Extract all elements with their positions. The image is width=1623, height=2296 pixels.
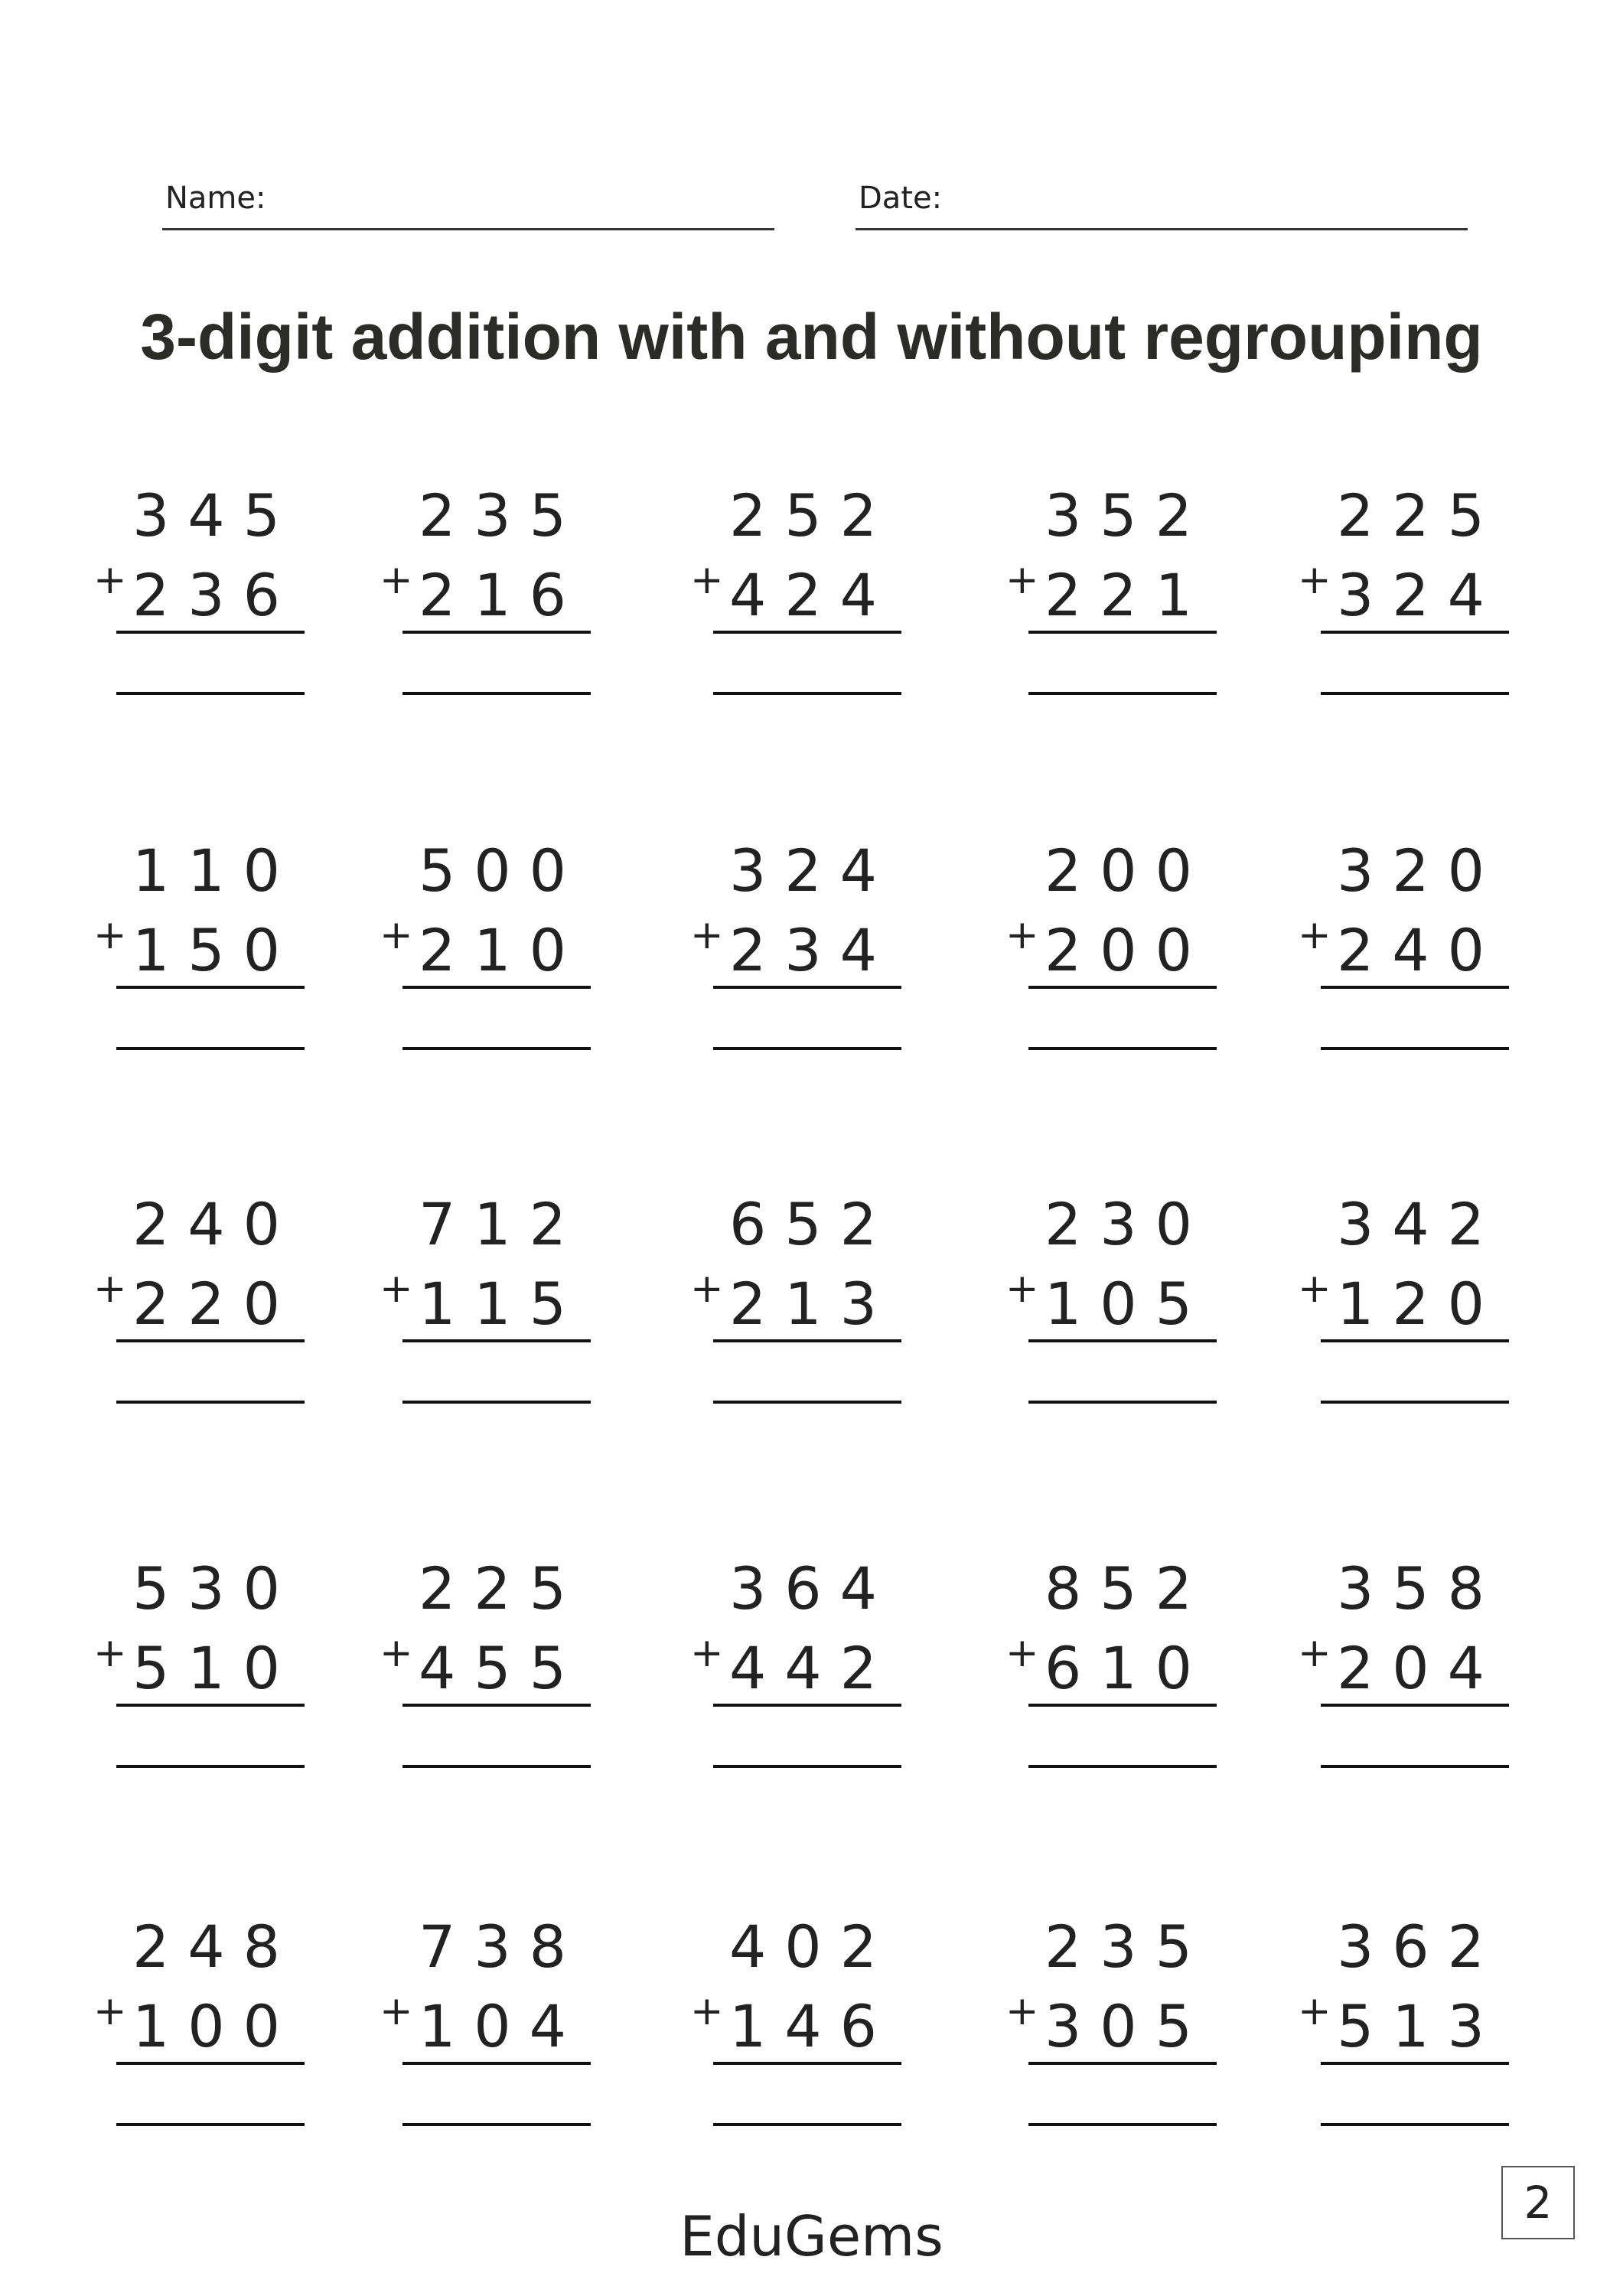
addend-top: 235 <box>418 481 585 550</box>
sum-divider-line <box>116 986 305 989</box>
addend-bottom: 200 <box>1044 916 1211 984</box>
plus-sign: + <box>690 557 724 603</box>
sum-divider-line <box>1321 1704 1509 1707</box>
answer-line[interactable] <box>402 1765 591 1768</box>
addend-bottom: 236 <box>132 561 298 629</box>
plus-sign: + <box>1298 1266 1331 1312</box>
addition-problem <box>1005 837 1217 1064</box>
answer-line[interactable] <box>116 1401 305 1404</box>
sum-divider-line <box>1321 986 1509 989</box>
plus-sign: + <box>690 1266 724 1312</box>
answer-line[interactable] <box>1028 1047 1217 1050</box>
sum-divider-line <box>1321 631 1509 634</box>
sum-divider-line <box>402 2062 591 2065</box>
addend-top: 530 <box>132 1554 298 1623</box>
plus-sign: + <box>93 1988 127 2034</box>
sum-divider-line <box>1028 1704 1217 1707</box>
addend-top: 342 <box>1336 1190 1503 1258</box>
worksheet-title: 3-digit addition with and without regrouping <box>140 301 1483 373</box>
sum-divider-line <box>402 986 591 989</box>
addend-top: 364 <box>728 1554 895 1623</box>
plus-sign: + <box>1005 912 1039 958</box>
addend-bottom: 221 <box>1044 561 1211 629</box>
addend-top: 500 <box>418 837 585 905</box>
addition-problem <box>1298 481 1509 709</box>
addend-top: 235 <box>1044 1913 1211 1981</box>
addition-problem <box>1005 1913 1217 2140</box>
answer-line[interactable] <box>1028 1401 1217 1404</box>
answer-line[interactable] <box>116 692 305 695</box>
answer-line[interactable] <box>1321 692 1509 695</box>
answer-line[interactable] <box>713 1047 901 1050</box>
answer-line[interactable] <box>1028 1765 1217 1768</box>
name-label: Name: <box>165 181 266 216</box>
addition-problem <box>690 1190 901 1417</box>
addend-bottom: 104 <box>418 1992 585 2060</box>
plus-sign: + <box>380 1988 413 2034</box>
answer-line[interactable] <box>1028 692 1217 695</box>
addend-bottom: 305 <box>1044 1992 1211 2060</box>
addition-problem <box>93 1554 305 1782</box>
answer-line[interactable] <box>402 1047 591 1050</box>
addend-top: 200 <box>1044 837 1211 905</box>
answer-line[interactable] <box>713 1765 901 1768</box>
addition-problem <box>690 1554 901 1782</box>
addend-top: 252 <box>728 481 895 550</box>
plus-sign: + <box>690 1630 724 1676</box>
answer-line[interactable] <box>1028 2123 1217 2126</box>
addend-bottom: 424 <box>728 561 895 629</box>
addend-top: 402 <box>728 1913 895 1981</box>
addend-top: 110 <box>132 837 298 905</box>
plus-sign: + <box>380 1266 413 1312</box>
sum-divider-line <box>402 1339 591 1342</box>
addition-problem <box>380 1190 591 1417</box>
sum-divider-line <box>116 1704 305 1707</box>
sum-divider-line <box>116 631 305 634</box>
date-label: Date: <box>859 181 943 216</box>
sum-divider-line <box>402 631 591 634</box>
addend-bottom: 442 <box>728 1634 895 1702</box>
plus-sign: + <box>380 1630 413 1676</box>
addition-problem <box>690 837 901 1064</box>
addend-top: 225 <box>1336 481 1503 550</box>
plus-sign: + <box>1005 1630 1039 1676</box>
plus-sign: + <box>1298 1988 1331 2034</box>
plus-sign: + <box>1005 557 1039 603</box>
addition-problem <box>93 481 305 709</box>
plus-sign: + <box>380 912 413 958</box>
addend-bottom: 105 <box>1044 1270 1211 1338</box>
answer-line[interactable] <box>116 1765 305 1768</box>
addition-problem <box>380 1913 591 2140</box>
addend-bottom: 120 <box>1336 1270 1503 1338</box>
sum-divider-line <box>1321 2062 1509 2065</box>
plus-sign: + <box>1298 557 1331 603</box>
addend-bottom: 146 <box>728 1992 895 2060</box>
addition-problem <box>380 837 591 1064</box>
sum-divider-line <box>713 1704 901 1707</box>
addend-top: 738 <box>418 1913 585 1981</box>
plus-sign: + <box>690 1988 724 2034</box>
answer-line[interactable] <box>713 1401 901 1404</box>
sum-divider-line <box>116 2062 305 2065</box>
addend-top: 352 <box>1044 481 1211 550</box>
addend-bottom: 510 <box>132 1634 298 1702</box>
addition-problem <box>1298 1554 1509 1782</box>
plus-sign: + <box>380 557 413 603</box>
answer-line[interactable] <box>713 2123 901 2126</box>
addition-problem <box>380 481 591 709</box>
addend-bottom: 513 <box>1336 1992 1503 2060</box>
sum-divider-line <box>713 986 901 989</box>
answer-line[interactable] <box>402 2123 591 2126</box>
addend-bottom: 240 <box>1336 916 1503 984</box>
addend-top: 248 <box>132 1913 298 1981</box>
addend-top: 652 <box>728 1190 895 1258</box>
addition-problem <box>1298 837 1509 1064</box>
plus-sign: + <box>93 1630 127 1676</box>
addend-bottom: 234 <box>728 916 895 984</box>
addend-top: 320 <box>1336 837 1503 905</box>
addition-problem <box>93 1913 305 2140</box>
page-number: 2 <box>1501 2166 1575 2239</box>
addend-top: 852 <box>1044 1554 1211 1623</box>
plus-sign: + <box>1005 1988 1039 2034</box>
addend-top: 324 <box>728 837 895 905</box>
answer-line[interactable] <box>116 1047 305 1050</box>
addend-top: 712 <box>418 1190 585 1258</box>
addition-problem <box>1005 1554 1217 1782</box>
addend-bottom: 220 <box>132 1270 298 1338</box>
addition-problem <box>380 1554 591 1782</box>
plus-sign: + <box>93 557 127 603</box>
addition-problem <box>1298 1913 1509 2140</box>
addend-bottom: 204 <box>1336 1634 1503 1702</box>
addend-top: 225 <box>418 1554 585 1623</box>
addend-bottom: 150 <box>132 916 298 984</box>
answer-line[interactable] <box>1321 1047 1509 1050</box>
addition-problem <box>1298 1190 1509 1417</box>
answer-line[interactable] <box>402 1401 591 1404</box>
addend-bottom: 610 <box>1044 1634 1211 1702</box>
sum-divider-line <box>1321 1339 1509 1342</box>
sum-divider-line <box>713 2062 901 2065</box>
addend-top: 345 <box>132 481 298 550</box>
plus-sign: + <box>93 912 127 958</box>
sum-divider-line <box>1028 986 1217 989</box>
sum-divider-line <box>1028 2062 1217 2065</box>
plus-sign: + <box>690 912 724 958</box>
plus-sign: + <box>1298 912 1331 958</box>
addend-bottom: 455 <box>418 1634 585 1702</box>
addition-problem <box>1005 1190 1217 1417</box>
addend-bottom: 216 <box>418 561 585 629</box>
sum-divider-line <box>402 1704 591 1707</box>
sum-divider-line <box>713 631 901 634</box>
addend-bottom: 210 <box>418 916 585 984</box>
addition-problem <box>690 1913 901 2140</box>
addition-problem <box>1005 481 1217 709</box>
addition-problem <box>690 481 901 709</box>
plus-sign: + <box>93 1266 127 1312</box>
addition-problem <box>93 1190 305 1417</box>
answer-line[interactable] <box>1321 2123 1509 2126</box>
plus-sign: + <box>1005 1266 1039 1312</box>
plus-sign: + <box>1298 1630 1331 1676</box>
sum-divider-line <box>1028 1339 1217 1342</box>
addend-top: 240 <box>132 1190 298 1258</box>
answer-line[interactable] <box>1321 1401 1509 1404</box>
sum-divider-line <box>713 1339 901 1342</box>
addition-problem <box>93 837 305 1064</box>
sum-divider-line <box>1028 631 1217 634</box>
addend-top: 362 <box>1336 1913 1503 1981</box>
addend-bottom: 324 <box>1336 561 1503 629</box>
addend-bottom: 100 <box>132 1992 298 2060</box>
answer-line[interactable] <box>116 2123 305 2126</box>
sum-divider-line <box>116 1339 305 1342</box>
addend-top: 358 <box>1336 1554 1503 1623</box>
answer-line[interactable] <box>713 692 901 695</box>
addend-bottom: 213 <box>728 1270 895 1338</box>
addend-top: 230 <box>1044 1190 1211 1258</box>
addend-bottom: 115 <box>418 1270 585 1338</box>
answer-line[interactable] <box>1321 1765 1509 1768</box>
answer-line[interactable] <box>402 692 591 695</box>
footer-brand: EduGems <box>680 2204 943 2268</box>
